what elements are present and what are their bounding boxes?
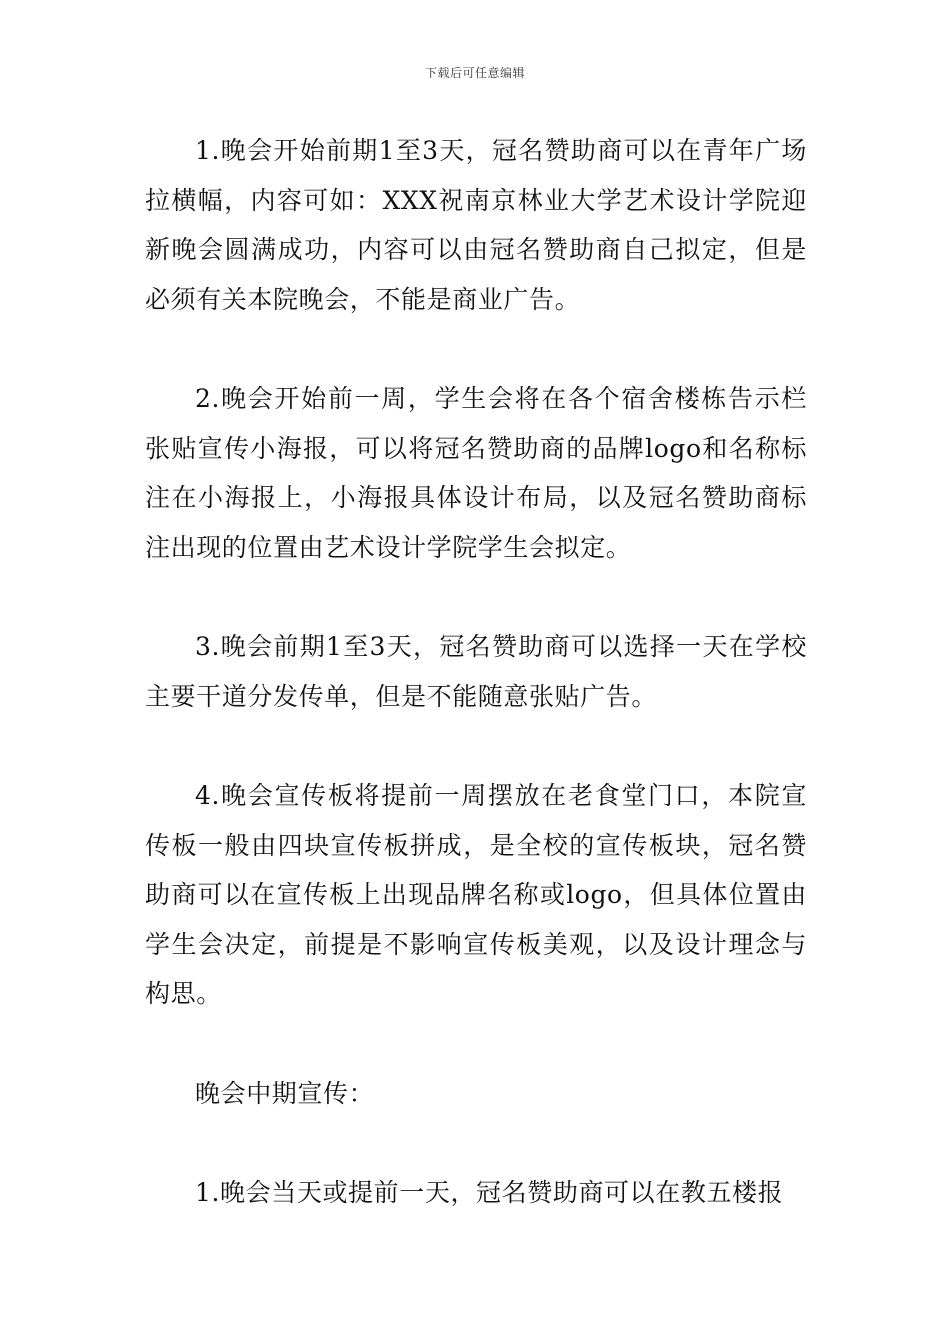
paragraph-spacer — [145, 1019, 807, 1069]
section-heading-midterm-promotion: 晚会中期宣传： — [195, 1078, 375, 1108]
paragraph-5: 1.晚会当天或提前一天，冠名赞助商可以在教五楼报 — [195, 1178, 784, 1207]
header-note: 下载后可任意编辑 — [424, 66, 525, 80]
paragraph-4: 4.晚会宣传板将提前一周摆放在老食堂门口，本院宣传板一般由四块宣传板拼成，是全校的宣传板块，冠名赞助商可以在宣传板上出现品牌名称或logo，但具体位置由学生会决定，前提是不影响宣传板美观，以及设计理念与构思。 — [145, 781, 807, 1008]
paragraph-3: 3.晚会前期1至3天，冠名赞助商可以选择一天在学校主要干道分发传单，但是不能随意张贴广告。 — [145, 632, 807, 711]
paragraph-spacer — [145, 572, 807, 622]
paragraph-spacer — [145, 721, 807, 771]
paragraph-spacer — [145, 324, 807, 374]
paragraph-2: 2.晚会开始前一周，学生会将在各个宿舍楼栋告示栏张贴宣传小海报，可以将冠名赞助商的品牌logo和名称标注在小海报上，小海报具体设计布局，以及冠名赞助商标注出现的位置由艺术设计学院学生会拟定。 — [145, 384, 807, 562]
document-body — [145, 126, 807, 1218]
paragraph-spacer — [145, 1118, 807, 1168]
paragraph-1: 1.晚会开始前期1至3天，冠名赞助商可以在青年广场拉横幅，内容可如：XXX祝南京林业大学艺术设计学院迎新晚会圆满成功，内容可以由冠名赞助商自己拟定，但是必须有关本院晚会，不能是商业广告。 — [145, 136, 807, 314]
